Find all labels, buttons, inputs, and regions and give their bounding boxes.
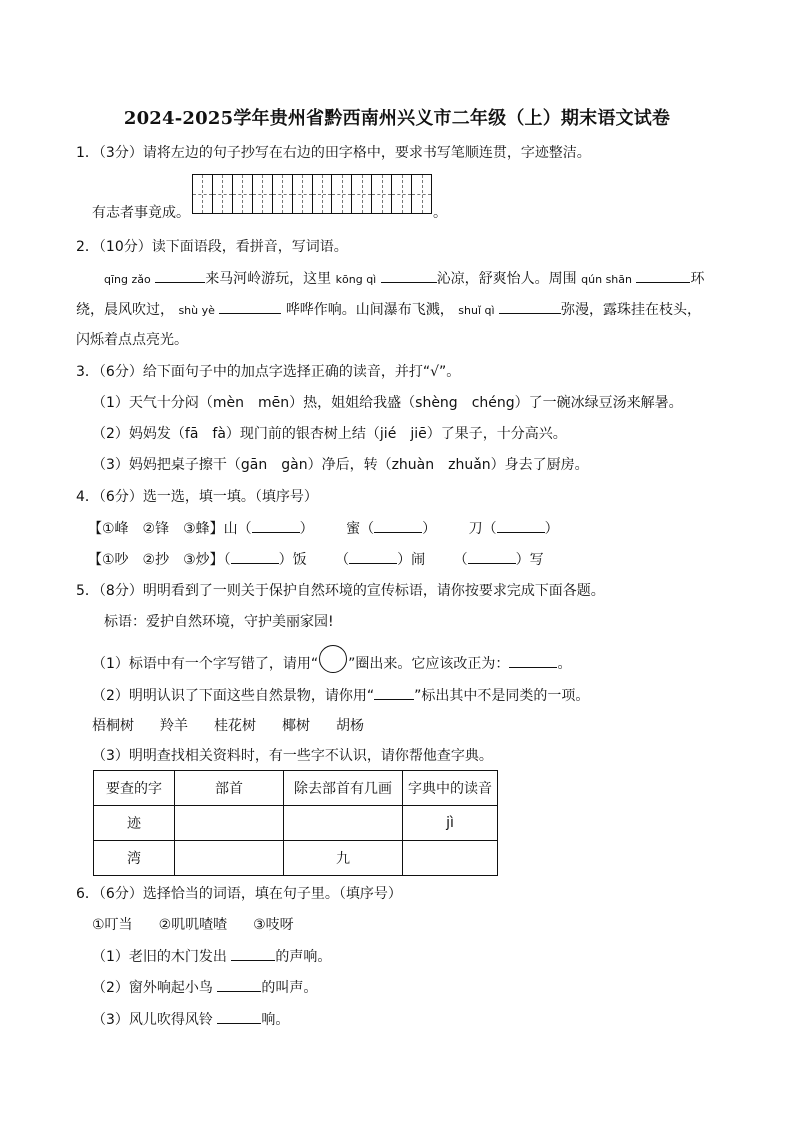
grid-cell[interactable]: [213, 175, 233, 213]
table-cell: 九: [284, 841, 403, 876]
question-6: 6．（6分）选择恰当的词语，填在句子里。（填序号）: [76, 886, 402, 902]
q3-item-2: （2）妈妈发（fā fà）现门前的银杏树上结（jié jiē）了果子，十分高兴。: [92, 426, 567, 442]
option: ②叽叽喳喳: [158, 917, 228, 933]
tianzige-grid[interactable]: [192, 174, 432, 214]
table-cell: jì: [403, 806, 498, 841]
table-row: [94, 806, 498, 841]
question-3: 3．（6分）给下面句子中的加点字选择正确的读音，并打“√”。: [76, 364, 461, 380]
answer-blank[interactable]: [231, 946, 275, 961]
grid-cell[interactable]: [332, 175, 352, 213]
text: 弥漫，露珠挂在枝头，: [560, 302, 701, 318]
pinyin: qīng zǎo: [104, 273, 151, 286]
answer-blank[interactable]: [499, 299, 561, 314]
text: ”圈出来。它应该改正为：: [348, 656, 510, 672]
grid-cell[interactable]: [193, 175, 213, 213]
word: 写: [529, 552, 544, 568]
q5-sub-3: （3）明明查找相关资料时，有一些字不认识，请你帮他查字典。: [92, 748, 493, 764]
text: 环: [690, 271, 705, 287]
answer-blank[interactable]: [217, 977, 261, 992]
circle-icon: [319, 645, 347, 673]
q5-items-list: [92, 716, 364, 736]
table-cell: 湾: [94, 841, 175, 876]
word: 蜜: [346, 521, 361, 537]
table-header: 部首: [175, 771, 284, 806]
answer-blank[interactable]: [219, 299, 281, 314]
text: 的声响。: [275, 949, 332, 965]
options: 【①峰 ②锋 ③蜂】: [88, 521, 224, 537]
q6-item-1: [92, 946, 331, 967]
text: （1）老旧的木门发出: [92, 949, 227, 965]
question-1: 1．（3分）请将左边的句子抄写在右边的田字格中，要求书写笔顺连贯，字迹整洁。: [76, 145, 591, 161]
grid-cell[interactable]: [233, 175, 253, 213]
grid-cell[interactable]: [392, 175, 412, 213]
text: 响。: [261, 1012, 290, 1028]
table-cell[interactable]: [175, 841, 284, 876]
q5-sub-1: [92, 653, 571, 674]
list-item[interactable]: 椰树: [282, 718, 310, 734]
underline-mark: [374, 685, 414, 700]
q4-row-1: 【①峰 ②锋 ③蜂】山（ ） 蜜（ ） 刀（ ）: [88, 518, 559, 539]
list-item[interactable]: 桂花树: [214, 718, 256, 734]
question-2: 2．（10分）读下面语段，看拼音，写词语。: [76, 239, 348, 255]
text: 来马河岭游玩，这里: [205, 271, 332, 287]
grid-cell[interactable]: [273, 175, 293, 213]
answer-blank[interactable]: [217, 1009, 261, 1024]
question-4: 4．（6分）选一选，填一填。（填序号）: [76, 489, 318, 505]
text: 。: [557, 656, 572, 672]
q6-options: [92, 915, 294, 935]
grid-cell[interactable]: [253, 175, 273, 213]
answer-blank[interactable]: [349, 549, 397, 564]
text: （2）窗外响起小鸟: [92, 980, 213, 996]
options: 【①吵 ②抄 ③炒】: [88, 552, 224, 568]
q6-item-3: [92, 1009, 289, 1030]
answer-blank[interactable]: [468, 549, 516, 564]
answer-blank[interactable]: [381, 268, 437, 283]
answer-blank[interactable]: [231, 549, 279, 564]
text: （3）风儿吹得风铃: [92, 1012, 213, 1028]
page-title: 2024-2025学年贵州省黔西南州兴义市二年级（上）期末语文试卷: [123, 108, 671, 129]
grid-cell[interactable]: [412, 175, 431, 213]
answer-blank[interactable]: [636, 268, 690, 283]
list-item[interactable]: 羚羊: [160, 718, 188, 734]
pinyin: kōng qì: [335, 273, 377, 286]
q1-sentence: 有志者事竟成。: [92, 205, 190, 221]
word: 闹: [411, 552, 426, 568]
table-cell[interactable]: [284, 806, 403, 841]
text: 沁凉，舒爽怡人。周围: [436, 271, 577, 287]
table-header-row: [94, 771, 498, 806]
question-5: 5．（8分）明明看到了一则关于保护自然环境的宣传标语，请你按要求完成下面各题。: [76, 583, 605, 599]
grid-cell[interactable]: [293, 175, 313, 213]
pinyin: shuǐ qì: [458, 304, 495, 317]
table-header: 除去部首有几画: [284, 771, 403, 806]
table-header: 要查的字: [94, 771, 175, 806]
q2-paragraph-line-1: [104, 268, 704, 290]
q6-item-2: [92, 977, 317, 998]
answer-blank[interactable]: [252, 518, 300, 533]
option: ①叮当: [92, 917, 133, 933]
q5-slogan: 标语：爱护自然环境，守护美丽家园!: [104, 614, 334, 630]
q5-sub-2: [92, 685, 589, 706]
q1-end-mark: 。: [433, 205, 447, 221]
grid-cell[interactable]: [352, 175, 372, 213]
text: ”标出其中不是同类的一项。: [414, 688, 590, 704]
pinyin: shù yè: [178, 304, 215, 317]
table-header: 字典中的读音: [403, 771, 498, 806]
q4-row-2: 【①吵 ②抄 ③炒】（ ）饭 （ ）闹 （ ）写: [88, 549, 544, 570]
answer-blank[interactable]: [374, 518, 422, 533]
table-cell: 迹: [94, 806, 175, 841]
text: （1）标语中有一个字写错了，请用“: [92, 656, 319, 672]
word: 山: [223, 521, 238, 537]
grid-cell[interactable]: [372, 175, 392, 213]
dictionary-table: [93, 770, 498, 876]
list-item[interactable]: 胡杨: [336, 718, 364, 734]
q2-paragraph-line-2: [76, 299, 701, 321]
text: （2）明明认识了下面这些自然景物，请你用“: [92, 688, 375, 704]
word: 饭: [292, 552, 307, 568]
text: 哗哗作响。山间瀑布飞溅，: [285, 302, 454, 318]
text: 的叫声。: [261, 980, 318, 996]
answer-blank[interactable]: [155, 268, 205, 283]
option: ③吱呀: [253, 917, 294, 933]
text: 绕，晨风吹过，: [76, 302, 174, 318]
table-cell[interactable]: [403, 841, 498, 876]
word: 刀: [468, 521, 483, 537]
answer-blank[interactable]: [509, 653, 557, 668]
q3-item-1: （1）天气十分闷（mèn mēn）热，姐姐给我盛（shèng chéng）了一碗冰绿豆汤来解暑。: [92, 395, 683, 411]
answer-blank[interactable]: [497, 518, 545, 533]
table-row: [94, 841, 498, 876]
pinyin: qún shān: [581, 273, 632, 286]
q2-paragraph-line-3: 闪烁着点点亮光。: [76, 332, 188, 348]
table-cell[interactable]: [175, 806, 284, 841]
list-item[interactable]: 梧桐树: [92, 718, 134, 734]
grid-cell[interactable]: [313, 175, 333, 213]
q3-item-3: （3）妈妈把桌子擦干（gān gàn）净后，转（zhuàn zhuǎn）身去了厨房。: [92, 457, 589, 473]
